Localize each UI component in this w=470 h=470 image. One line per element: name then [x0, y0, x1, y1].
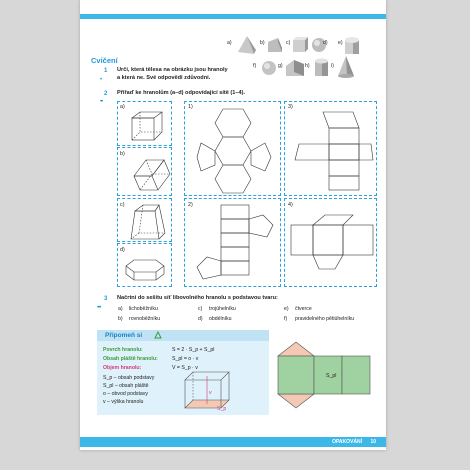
prism-a-box: [117, 101, 172, 146]
surface-formula: S = 2 · S_p + S_pl: [172, 347, 215, 353]
net-1-box: [184, 101, 281, 196]
difficulty-dots-3: •••: [97, 305, 101, 311]
top-color-bar: [80, 14, 386, 19]
exercise-3-number: 3: [104, 296, 108, 302]
triangular-prism-shape: [268, 38, 282, 52]
legend-spl: S_pl – obsah pláště: [103, 383, 149, 389]
hexagonal-prism-shape: [345, 36, 361, 54]
shape-label-a: a): [227, 40, 232, 46]
option-f-letter: f): [284, 316, 288, 322]
net-2-drawing: [193, 205, 277, 285]
prism-b-drawing: [132, 154, 172, 194]
option-d-letter: d): [198, 316, 203, 322]
option-c-text: trojúhelníku: [209, 306, 236, 312]
prism-d-drawing: [124, 258, 168, 282]
shape-label-c: c): [286, 40, 291, 46]
shape-label-g: g): [278, 63, 283, 69]
remind-box: [97, 330, 269, 415]
net-4-drawing: [289, 215, 375, 271]
net-2-label: 2): [188, 202, 193, 208]
option-b-letter: b): [118, 316, 123, 322]
difficulty-dots-2: ••: [100, 99, 103, 105]
prism-b-label: b): [120, 151, 125, 157]
net-spl-label: S_pl: [326, 373, 337, 379]
mantle-label: Obsah pláště hranolu:: [103, 356, 158, 362]
exercise-1-text: Urči, která tělesa na obrázku jsou hranoly a která ne. Své odpovědi zdůvodni.: [117, 67, 228, 81]
option-c-letter: c): [198, 306, 203, 312]
volume-formula: V = S_p · v: [172, 365, 198, 371]
exercise-1-number: 1: [104, 68, 108, 74]
option-a-text: lichoběžníku: [129, 306, 158, 312]
net-4-box: [284, 198, 377, 287]
pyramid-shape: [238, 36, 256, 54]
sphere-shape-2: [261, 60, 277, 76]
prism-a-label: a): [120, 104, 125, 110]
remind-title: Připomeň si: [105, 332, 143, 339]
net-3-label: 3): [288, 104, 293, 110]
net-3-drawing: [293, 110, 373, 192]
prism-c-label: c): [120, 202, 125, 208]
exercise-3-text: Načrtni do sešitu síť libovolného hranolu s podstavou tvaru:: [117, 295, 278, 301]
legend-o: o – obvod podstavy: [103, 391, 148, 397]
prism-c-box: [117, 198, 172, 242]
option-a-letter: a): [118, 306, 123, 312]
prism-b-box: [117, 147, 172, 196]
diagram-sp-label: S_p: [217, 406, 227, 412]
textbook-page: [80, 0, 386, 450]
shape-label-e: e): [338, 40, 343, 46]
exercise-2-number: 2: [104, 91, 108, 97]
cube-shape: [293, 37, 309, 53]
wedge-prism-shape: [286, 60, 304, 76]
surface-label: Povrch hranolu:: [103, 347, 143, 353]
net-4-label: 4): [288, 202, 293, 208]
shape-label-d: d): [323, 40, 328, 46]
prism-d-label: d): [120, 247, 125, 253]
volume-label: Objem hranolu:: [103, 365, 142, 371]
net-1-label: 1): [188, 104, 193, 110]
exercise-2-text: Přiřaď ke hranolům (a–d) odpovídající sítě (1–4).: [117, 90, 246, 96]
recycle-icon: [153, 331, 163, 340]
prism-d-box: [117, 243, 172, 287]
shape-label-h: h): [305, 63, 310, 69]
diagram-v-label: v: [209, 390, 212, 396]
option-e-letter: e): [284, 306, 289, 312]
difficulty-dots-1: •: [100, 77, 102, 83]
net-1-drawing: [199, 107, 271, 193]
legend-v: v – výška hranolu: [103, 399, 144, 405]
shape-label-i: i): [331, 63, 334, 69]
mantle-formula: S_pl = o · v: [172, 356, 199, 362]
shape-label-b: b): [260, 40, 265, 46]
option-e-text: čtverce: [295, 306, 312, 312]
prism-a-drawing: [130, 110, 164, 144]
option-d-text: obdélníku: [209, 316, 232, 322]
prism-c-drawing: [129, 203, 169, 241]
option-f-text: pravidelného pětiúhelníku: [295, 316, 355, 322]
cone-shape: [338, 56, 354, 78]
option-b-text: rovnoběžníku: [129, 316, 161, 322]
footer-section-label: OPAKOVÁNÍ: [332, 439, 362, 445]
net-2-box: [184, 198, 281, 287]
legend-sp: S_p – obsah podstavy: [103, 375, 155, 381]
cylinder-shape: [314, 58, 330, 78]
section-heading: Cvičení: [91, 56, 118, 65]
shape-label-f: f): [253, 63, 257, 69]
page-number: 10: [370, 439, 376, 445]
net-3-box: [284, 101, 377, 196]
